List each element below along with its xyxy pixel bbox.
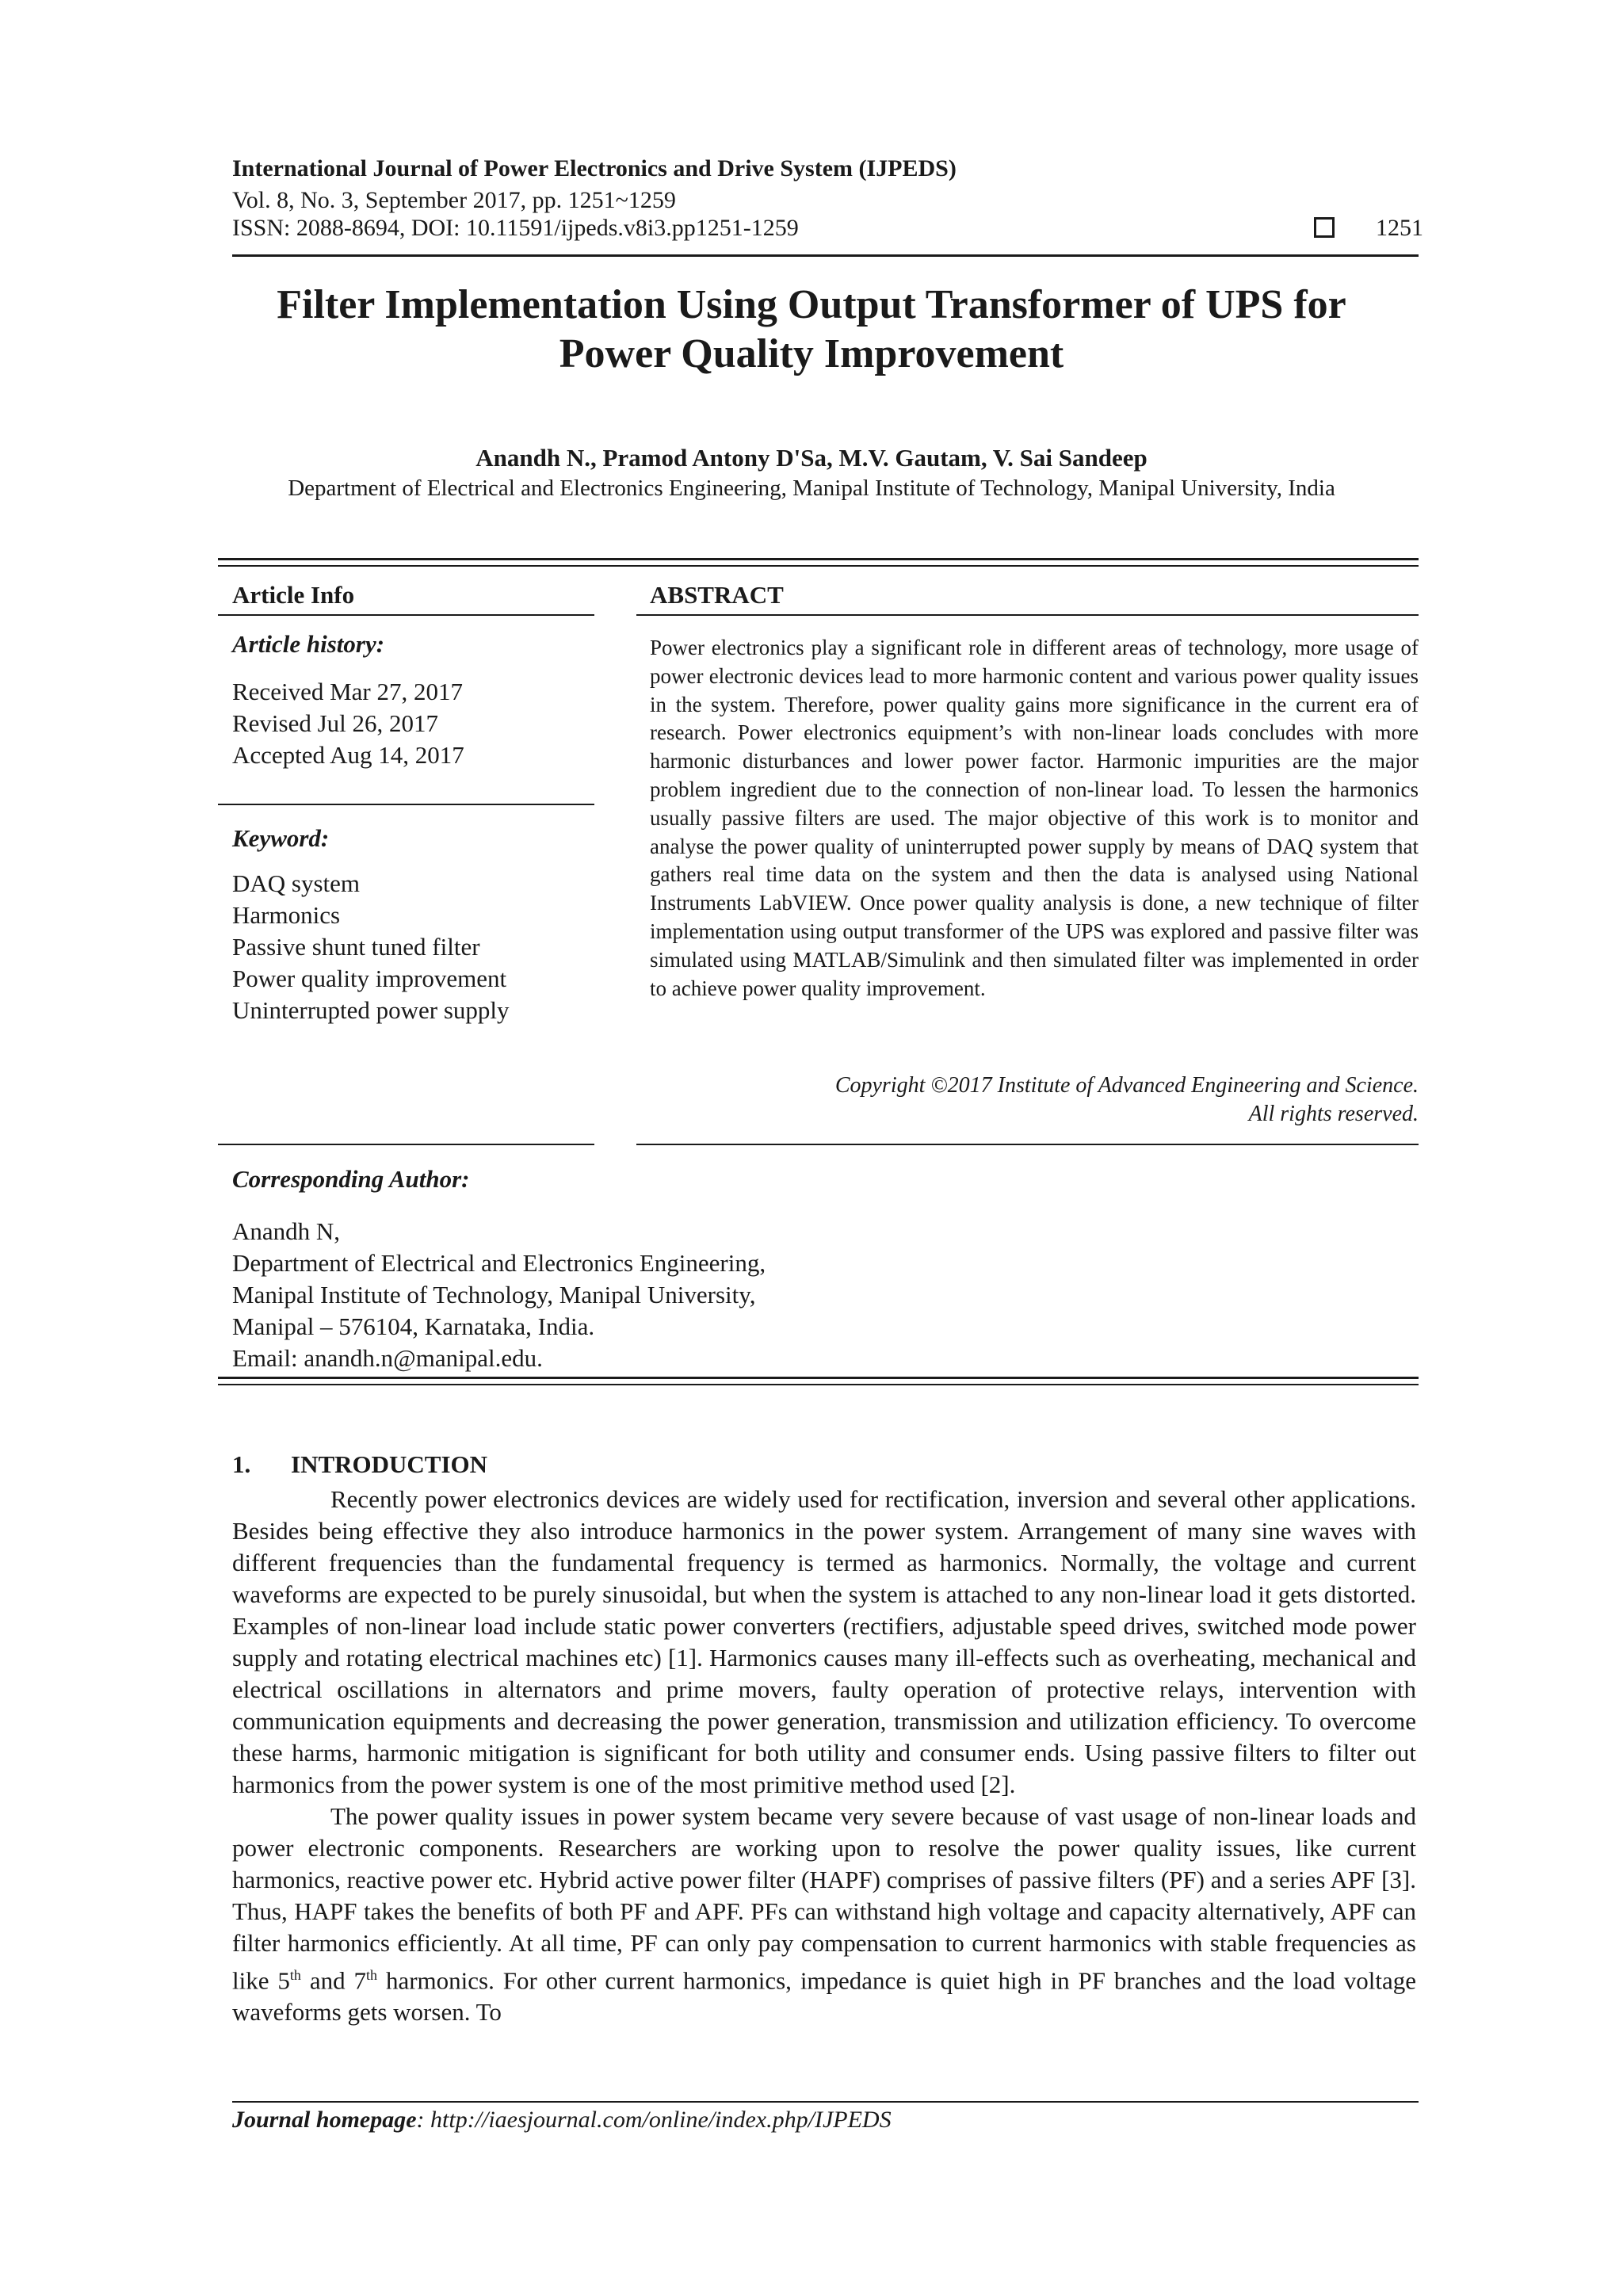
title-line-1: Filter Implementation Using Output Transformer of UPS for	[277, 282, 1346, 327]
article-history-list	[232, 676, 464, 771]
keyword-item: Uninterrupted power supply	[232, 996, 510, 1024]
history-revised: Revised Jul 26, 2017	[232, 709, 439, 737]
corresponding-details	[232, 1216, 766, 1374]
journal-name: International Journal of Power Electronics and Drive System (IJPEDS)	[232, 155, 957, 181]
bottom-rule-1	[218, 1377, 1419, 1379]
affiliation: Department of Electrical and Electronics Engineering, Manipal Institute of Technology, Manipal University, India	[288, 476, 1335, 501]
intro-paragraph-1: Recently power electronics devices are widely used for rectification, inversion and several other applications. Besides being effective they also introduce harmonics in the power system. Arrangement of many sine waves with different frequencies than the fundamental frequency is termed as harmonics. Normally, the voltage and current waveforms are expected to be purely sinusoidal, but when the system is attached to any non-linear load it gets distorted. Examples of non-linear load include static power converters (rectifiers, adjustable speed drives, switched mode power supply and rotating electrical machines etc) [1]. Harmonics causes many ill-effects such as overheating, mechanical and electrical oscillations in alternators and prime movers, faulty operation of protective relays, intervention with communication equipments and decreasing the power generation, transmission and utilization efficiency. To overcome these harms, harmonic mitigation is significant for both utility and consumer ends. Using passive filters to filter out harmonics from the power system is one of the most primitive method used [2].	[232, 1485, 1416, 1798]
para2-part-b: and 7	[300, 1966, 367, 1995]
keyword-heading: Keyword:	[232, 824, 330, 852]
header-rule	[232, 254, 1419, 257]
keyword-item: DAQ system	[232, 869, 361, 897]
article-info-heading: Article Info	[232, 581, 355, 609]
abstract-rule	[636, 614, 1419, 616]
article-info-rule	[218, 614, 594, 616]
history-accepted: Accepted Aug 14, 2017	[232, 741, 464, 769]
history-received: Received Mar 27, 2017	[232, 678, 463, 705]
introduction-body	[232, 1484, 1416, 2028]
footer-rule	[232, 2101, 1419, 2103]
keyword-rule	[218, 1144, 594, 1145]
copyright-line-1: Copyright ©2017 Institute of Advanced Engineering and Science.	[834, 1073, 1419, 1098]
section-title: INTRODUCTION	[291, 1450, 488, 1478]
section-number: 1.	[232, 1450, 251, 1478]
keyword-item: Power quality improvement	[232, 965, 507, 992]
keyword-list	[232, 868, 510, 1026]
volume-info: Vol. 8, No. 3, September 2017, pp. 1251~1259	[232, 187, 676, 213]
superscript-th: th	[289, 1967, 301, 1983]
history-rule	[218, 804, 594, 805]
checkbox-icon	[1314, 217, 1335, 238]
intro-paragraph-2	[232, 1801, 1416, 2028]
author-address: Manipal – 576104, Karnataka, India.	[232, 1312, 595, 1340]
author-email: Email: anandh.n@manipal.edu.	[232, 1344, 543, 1372]
superscript-th: th	[366, 1967, 378, 1983]
author-name: Anandh N,	[232, 1217, 341, 1245]
homepage-url[interactable]: : http://iaesjournal.com/online/index.php/IJPEDS	[416, 2107, 892, 2133]
copyright-line-2: All rights reserved.	[1248, 1102, 1419, 1126]
abstract-text: Power electronics play a significant role in different areas of technology, more usage of power electronic devices lead to more harmonic content and various power quality issues in the system. Therefore, power quality gains more significance in the current era of research. Power electronics equipment’s with non-linear loads concludes with more harmonic disturbances and lower power factor. Harmonic impurities are the major problem ingredient due to the connection of non-linear load. To lessen the harmonics usually passive filters are used. The major objective of this work is to monitor and analyse the power quality of uninterrupted power supply by means of DAQ system that gathers real time data on the system and then the data is analysed using National Instruments LabVIEW. Once power quality analysis is done, a new technique of filter implementation using output transformer of the UPS was explored and passive filter was simulated using MATLAB/Simulink and then simulated filter was implemented in order to achieve power quality improvement.	[650, 636, 1419, 1000]
article-history-heading: Article history:	[232, 630, 385, 658]
abstract-bottom-rule	[636, 1144, 1419, 1145]
top-rule-1	[218, 558, 1419, 560]
authors: Anandh N., Pramod Antony D'Sa, M.V. Gautam, V. Sai Sandeep	[475, 444, 1148, 472]
abstract-heading: ABSTRACT	[650, 581, 784, 609]
author-department: Department of Electrical and Electronics Engineering,	[232, 1249, 766, 1277]
keyword-item: Harmonics	[232, 901, 341, 929]
journal-homepage	[232, 2107, 892, 2134]
issn-doi: ISSN: 2088-8694, DOI: 10.11591/ijpeds.v8i3.pp1251-1259	[232, 215, 799, 241]
paper-title	[143, 281, 1480, 379]
keyword-item: Passive shunt tuned filter	[232, 933, 480, 961]
para2-part-c: harmonics. For other current harmonics, impedance is quiet high in PF branches and the load voltage waveforms gets worsen. To	[232, 1966, 1416, 2027]
title-line-2: Power Quality Improvement	[559, 331, 1064, 376]
introduction-heading	[232, 1450, 487, 1479]
para2-part-a: The power quality issues in power system became very severe because of vast usage of non-linear loads and power electronic components. Researchers are working upon to resolve the power quality issues, like current harmonics, reactive power etc. Hybrid active power filter (HAPF) comprises of passive filters (PF) and a series APF [3]. Thus, HAPF takes the benefits of both PF and APF. PFs can withstand high voltage and capacity alternatively, APF can filter harmonics efficiently. At all time, PF can only pay compensation to current harmonics with stable frequencies as like 5	[232, 1802, 1416, 1995]
copyright	[650, 1072, 1419, 1129]
author-institute: Manipal Institute of Technology, Manipal University,	[232, 1281, 756, 1308]
top-rule-2	[218, 565, 1419, 567]
page-number: 1251	[1376, 215, 1423, 241]
homepage-label: Journal homepage	[232, 2107, 417, 2133]
corresponding-heading: Corresponding Author:	[232, 1165, 470, 1193]
bottom-rule-2	[218, 1384, 1419, 1385]
